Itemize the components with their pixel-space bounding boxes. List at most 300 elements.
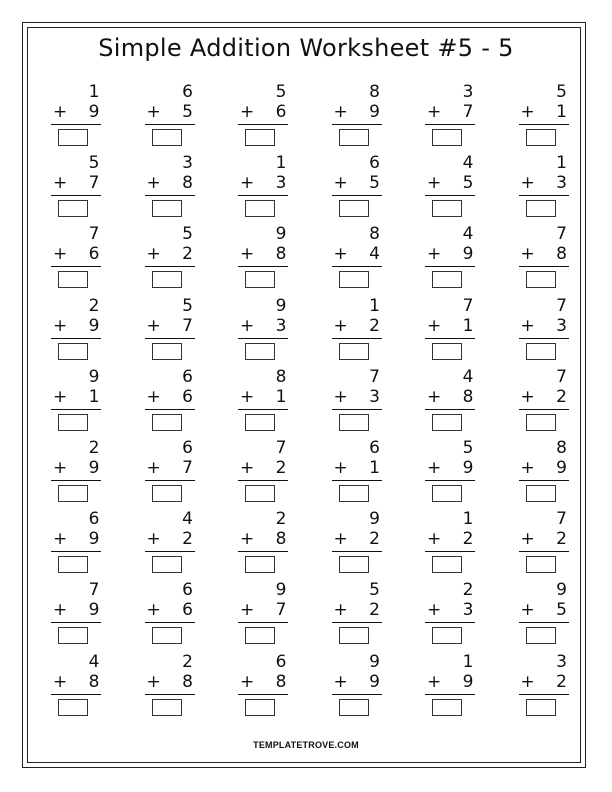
second-addend: 6 xyxy=(275,102,287,122)
sum-line xyxy=(425,480,475,481)
addition-problem xyxy=(321,367,415,438)
addition-problem xyxy=(321,82,415,153)
first-addend: 9 xyxy=(275,295,287,316)
plus-sign: + xyxy=(427,173,442,194)
plus-sign: + xyxy=(520,102,535,122)
sum-line xyxy=(425,409,475,410)
second-addend: 3 xyxy=(369,386,380,407)
answer-box[interactable] xyxy=(339,343,369,360)
addition-problem xyxy=(134,509,228,580)
plus-sign: + xyxy=(53,386,68,407)
second-addend: 8 xyxy=(182,671,193,692)
first-addend: 6 xyxy=(275,651,287,672)
addition-problem xyxy=(40,652,134,723)
second-addend: 9 xyxy=(88,529,100,550)
answer-box[interactable] xyxy=(58,556,88,573)
first-addend: 5 xyxy=(182,224,193,245)
answer-box[interactable] xyxy=(152,200,182,217)
sum-line xyxy=(51,338,101,339)
answer-box[interactable] xyxy=(339,556,369,573)
second-addend: 1 xyxy=(462,315,474,336)
answer-box[interactable] xyxy=(526,271,556,288)
addition-problem xyxy=(321,296,415,367)
first-addend: 8 xyxy=(369,224,380,245)
plus-sign: + xyxy=(333,102,348,122)
plus-sign: + xyxy=(240,600,255,621)
addition-problem xyxy=(134,652,228,723)
plus-sign: + xyxy=(333,457,348,478)
addition-problem xyxy=(321,224,415,295)
first-addend: 5 xyxy=(182,295,193,316)
addition-problem xyxy=(414,367,508,438)
second-addend: 2 xyxy=(556,386,567,407)
plus-sign: + xyxy=(146,173,161,194)
plus-sign: + xyxy=(520,671,535,692)
second-addend: 7 xyxy=(462,102,474,122)
second-addend: 1 xyxy=(556,102,567,122)
sum-line xyxy=(332,409,382,410)
first-addend: 9 xyxy=(369,509,380,530)
sum-line xyxy=(238,266,288,267)
addition-problem xyxy=(134,580,228,651)
answer-box[interactable] xyxy=(432,485,462,502)
first-addend: 2 xyxy=(462,580,474,601)
second-addend: 8 xyxy=(275,671,287,692)
plus-sign: + xyxy=(146,102,161,122)
answer-box[interactable] xyxy=(432,200,462,217)
first-addend: 7 xyxy=(556,366,567,387)
plus-sign: + xyxy=(333,315,348,336)
answer-box[interactable] xyxy=(58,271,88,288)
sum-line xyxy=(425,622,475,623)
answer-box[interactable] xyxy=(339,129,369,146)
sum-line xyxy=(51,622,101,623)
first-addend: 6 xyxy=(369,153,380,174)
first-addend: 7 xyxy=(556,295,567,316)
addition-problem xyxy=(134,82,228,153)
answer-box[interactable] xyxy=(432,556,462,573)
plus-sign: + xyxy=(520,173,535,194)
second-addend: 7 xyxy=(88,173,100,194)
sum-line xyxy=(425,551,475,552)
answer-box[interactable] xyxy=(152,556,182,573)
sum-line xyxy=(51,694,101,695)
sum-line xyxy=(145,124,195,125)
addition-problem xyxy=(227,367,321,438)
answer-box[interactable] xyxy=(245,343,275,360)
first-addend: 3 xyxy=(182,153,193,174)
addition-problem xyxy=(508,509,602,580)
addition-problem xyxy=(414,153,508,224)
sum-line xyxy=(425,266,475,267)
answer-box[interactable] xyxy=(526,200,556,217)
answer-box[interactable] xyxy=(245,556,275,573)
answer-box[interactable] xyxy=(432,414,462,431)
plus-sign: + xyxy=(427,600,442,621)
sum-line xyxy=(51,195,101,196)
sum-line xyxy=(425,124,475,125)
first-addend: 1 xyxy=(275,153,287,174)
plus-sign: + xyxy=(427,315,442,336)
plus-sign: + xyxy=(520,244,535,265)
addition-problem xyxy=(227,296,321,367)
addition-problem xyxy=(414,509,508,580)
addition-problem xyxy=(508,652,602,723)
answer-box[interactable] xyxy=(339,200,369,217)
plus-sign: + xyxy=(53,173,68,194)
addition-problem xyxy=(227,509,321,580)
answer-box[interactable] xyxy=(58,485,88,502)
sum-line xyxy=(145,551,195,552)
plus-sign: + xyxy=(520,457,535,478)
sum-line xyxy=(519,551,569,552)
answer-box[interactable] xyxy=(152,271,182,288)
addition-problem xyxy=(40,296,134,367)
addition-problem xyxy=(414,224,508,295)
sum-line xyxy=(145,480,195,481)
answer-box[interactable] xyxy=(526,343,556,360)
plus-sign: + xyxy=(240,244,255,265)
second-addend: 3 xyxy=(462,600,474,621)
answer-box[interactable] xyxy=(432,699,462,716)
sum-line xyxy=(238,338,288,339)
first-addend: 8 xyxy=(369,82,380,102)
second-addend: 9 xyxy=(369,671,380,692)
worksheet-title: Simple Addition Worksheet #5 - 5 xyxy=(98,34,514,62)
plus-sign: + xyxy=(146,671,161,692)
answer-box[interactable] xyxy=(58,129,88,146)
plus-sign: + xyxy=(146,244,161,265)
addition-problem xyxy=(508,438,602,509)
sum-line xyxy=(425,195,475,196)
answer-box[interactable] xyxy=(339,271,369,288)
answer-box[interactable] xyxy=(58,414,88,431)
first-addend: 4 xyxy=(88,651,100,672)
sum-line xyxy=(238,480,288,481)
first-addend: 5 xyxy=(369,580,380,601)
plus-sign: + xyxy=(427,386,442,407)
sum-line xyxy=(332,551,382,552)
plus-sign: + xyxy=(333,529,348,550)
second-addend: 9 xyxy=(462,457,474,478)
answer-box[interactable] xyxy=(526,414,556,431)
plus-sign: + xyxy=(240,386,255,407)
plus-sign: + xyxy=(333,173,348,194)
first-addend: 6 xyxy=(88,509,100,530)
addition-problem xyxy=(414,580,508,651)
first-addend: 7 xyxy=(556,224,567,245)
second-addend: 8 xyxy=(275,244,287,265)
second-addend: 7 xyxy=(182,457,193,478)
first-addend: 7 xyxy=(88,580,100,601)
sum-line xyxy=(519,480,569,481)
second-addend: 7 xyxy=(182,315,193,336)
sum-line xyxy=(238,622,288,623)
sum-line xyxy=(51,480,101,481)
first-addend: 7 xyxy=(369,366,380,387)
first-addend: 3 xyxy=(462,82,474,102)
first-addend: 9 xyxy=(275,580,287,601)
sum-line xyxy=(332,266,382,267)
second-addend: 2 xyxy=(556,671,567,692)
first-addend: 7 xyxy=(275,437,287,458)
answer-box[interactable] xyxy=(339,485,369,502)
sum-line xyxy=(238,551,288,552)
plus-sign: + xyxy=(240,457,255,478)
addition-problem xyxy=(321,153,415,224)
plus-sign: + xyxy=(240,102,255,122)
sum-line xyxy=(519,622,569,623)
first-addend: 7 xyxy=(88,224,100,245)
second-addend: 1 xyxy=(369,457,380,478)
sum-line xyxy=(238,195,288,196)
answer-box[interactable] xyxy=(152,627,182,644)
second-addend: 6 xyxy=(182,600,193,621)
plus-sign: + xyxy=(520,600,535,621)
first-addend: 9 xyxy=(88,366,100,387)
second-addend: 8 xyxy=(88,671,100,692)
addition-problem xyxy=(227,438,321,509)
plus-sign: + xyxy=(520,529,535,550)
plus-sign: + xyxy=(427,529,442,550)
addition-problem xyxy=(40,509,134,580)
sum-line xyxy=(238,694,288,695)
second-addend: 7 xyxy=(275,600,287,621)
second-addend: 9 xyxy=(88,315,100,336)
plus-sign: + xyxy=(146,386,161,407)
plus-sign: + xyxy=(427,457,442,478)
first-addend: 5 xyxy=(88,153,100,174)
addition-problem xyxy=(227,82,321,153)
first-addend: 1 xyxy=(462,509,474,530)
plus-sign: + xyxy=(146,315,161,336)
second-addend: 9 xyxy=(88,102,100,122)
second-addend: 6 xyxy=(182,386,193,407)
plus-sign: + xyxy=(333,671,348,692)
answer-box[interactable] xyxy=(245,699,275,716)
plus-sign: + xyxy=(333,386,348,407)
first-addend: 1 xyxy=(462,651,474,672)
second-addend: 8 xyxy=(556,244,567,265)
sum-line xyxy=(332,694,382,695)
addition-problem xyxy=(508,153,602,224)
answer-box[interactable] xyxy=(526,699,556,716)
answer-box[interactable] xyxy=(245,129,275,146)
answer-box[interactable] xyxy=(526,485,556,502)
sum-line xyxy=(519,338,569,339)
sum-line xyxy=(51,551,101,552)
second-addend: 2 xyxy=(462,529,474,550)
addition-problem xyxy=(414,296,508,367)
plus-sign: + xyxy=(53,102,68,122)
sum-line xyxy=(332,195,382,196)
addition-problem xyxy=(134,438,228,509)
addition-problem xyxy=(40,224,134,295)
plus-sign: + xyxy=(333,244,348,265)
answer-box[interactable] xyxy=(245,271,275,288)
sum-line xyxy=(425,694,475,695)
first-addend: 5 xyxy=(556,82,567,102)
addition-problem xyxy=(227,580,321,651)
answer-box[interactable] xyxy=(152,414,182,431)
answer-box[interactable] xyxy=(245,627,275,644)
addition-problem xyxy=(134,367,228,438)
second-addend: 5 xyxy=(369,173,380,194)
first-addend: 6 xyxy=(369,437,380,458)
second-addend: 3 xyxy=(556,173,567,194)
second-addend: 2 xyxy=(182,529,193,550)
addition-problem xyxy=(40,82,134,153)
addition-problem xyxy=(508,82,602,153)
plus-sign: + xyxy=(240,671,255,692)
sum-line xyxy=(519,195,569,196)
answer-box[interactable] xyxy=(432,271,462,288)
addition-problem xyxy=(40,438,134,509)
answer-box[interactable] xyxy=(339,627,369,644)
plus-sign: + xyxy=(333,600,348,621)
answer-box[interactable] xyxy=(245,485,275,502)
sum-line xyxy=(519,266,569,267)
first-addend: 5 xyxy=(462,437,474,458)
second-addend: 3 xyxy=(275,315,287,336)
second-addend: 9 xyxy=(556,457,567,478)
second-addend: 9 xyxy=(88,457,100,478)
answer-box[interactable] xyxy=(526,129,556,146)
answer-box[interactable] xyxy=(432,627,462,644)
answer-box[interactable] xyxy=(432,129,462,146)
addition-problem xyxy=(414,652,508,723)
sum-line xyxy=(145,338,195,339)
sum-line xyxy=(519,409,569,410)
addition-problem xyxy=(508,224,602,295)
addition-problem xyxy=(134,224,228,295)
sum-line xyxy=(51,409,101,410)
answer-box[interactable] xyxy=(152,699,182,716)
answer-box[interactable] xyxy=(58,200,88,217)
answer-box[interactable] xyxy=(339,699,369,716)
answer-box[interactable] xyxy=(526,627,556,644)
plus-sign: + xyxy=(146,529,161,550)
sum-line xyxy=(51,124,101,125)
second-addend: 2 xyxy=(275,457,287,478)
answer-box[interactable] xyxy=(245,200,275,217)
addition-problem xyxy=(321,652,415,723)
plus-sign: + xyxy=(520,315,535,336)
first-addend: 2 xyxy=(182,651,193,672)
sum-line xyxy=(425,338,475,339)
plus-sign: + xyxy=(53,671,68,692)
second-addend: 2 xyxy=(369,529,380,550)
answer-box[interactable] xyxy=(58,627,88,644)
first-addend: 2 xyxy=(88,437,100,458)
second-addend: 2 xyxy=(369,600,380,621)
first-addend: 1 xyxy=(556,153,567,174)
first-addend: 8 xyxy=(556,437,567,458)
second-addend: 9 xyxy=(369,102,380,122)
addition-problem xyxy=(134,296,228,367)
plus-sign: + xyxy=(53,315,68,336)
plus-sign: + xyxy=(427,102,442,122)
plus-sign: + xyxy=(240,173,255,194)
plus-sign: + xyxy=(427,244,442,265)
sum-line xyxy=(332,338,382,339)
second-addend: 2 xyxy=(556,529,567,550)
first-addend: 2 xyxy=(275,509,287,530)
addition-problem xyxy=(40,153,134,224)
plus-sign: + xyxy=(520,386,535,407)
first-addend: 2 xyxy=(88,295,100,316)
second-addend: 1 xyxy=(88,386,100,407)
second-addend: 6 xyxy=(88,244,100,265)
second-addend: 5 xyxy=(182,102,193,122)
addition-problem xyxy=(508,580,602,651)
addition-problem xyxy=(40,580,134,651)
second-addend: 3 xyxy=(275,173,287,194)
second-addend: 1 xyxy=(275,386,287,407)
sum-line xyxy=(145,266,195,267)
sum-line xyxy=(145,409,195,410)
first-addend: 3 xyxy=(556,651,567,672)
second-addend: 8 xyxy=(182,173,193,194)
sum-line xyxy=(145,195,195,196)
first-addend: 1 xyxy=(88,82,100,102)
addition-problem xyxy=(227,652,321,723)
first-addend: 4 xyxy=(182,509,193,530)
sum-line xyxy=(332,480,382,481)
answer-box[interactable] xyxy=(339,414,369,431)
plus-sign: + xyxy=(427,671,442,692)
sum-line xyxy=(145,694,195,695)
second-addend: 8 xyxy=(462,386,474,407)
plus-sign: + xyxy=(146,457,161,478)
addition-problem xyxy=(414,82,508,153)
answer-box[interactable] xyxy=(432,343,462,360)
second-addend: 9 xyxy=(462,244,474,265)
sum-line xyxy=(238,409,288,410)
sum-line xyxy=(332,622,382,623)
answer-box[interactable] xyxy=(58,699,88,716)
plus-sign: + xyxy=(53,457,68,478)
plus-sign: + xyxy=(53,600,68,621)
sum-line xyxy=(332,124,382,125)
first-addend: 7 xyxy=(556,509,567,530)
second-addend: 9 xyxy=(88,600,100,621)
first-addend: 6 xyxy=(182,82,193,102)
first-addend: 4 xyxy=(462,224,474,245)
addition-problem xyxy=(508,296,602,367)
sum-line xyxy=(519,124,569,125)
addition-problem xyxy=(414,438,508,509)
footer-site-credit: TEMPLATETROVE.COM xyxy=(253,740,359,750)
addition-problem xyxy=(321,438,415,509)
addition-problem xyxy=(508,367,602,438)
answer-box[interactable] xyxy=(526,556,556,573)
plus-sign: + xyxy=(53,244,68,265)
second-addend: 9 xyxy=(462,671,474,692)
answer-box[interactable] xyxy=(152,485,182,502)
addition-problem xyxy=(227,224,321,295)
answer-box[interactable] xyxy=(245,414,275,431)
answer-box[interactable] xyxy=(152,343,182,360)
answer-box[interactable] xyxy=(58,343,88,360)
answer-box[interactable] xyxy=(152,129,182,146)
first-addend: 9 xyxy=(556,580,567,601)
second-addend: 8 xyxy=(275,529,287,550)
sum-line xyxy=(145,622,195,623)
first-addend: 9 xyxy=(275,224,287,245)
second-addend: 4 xyxy=(369,244,380,265)
first-addend: 5 xyxy=(275,82,287,102)
